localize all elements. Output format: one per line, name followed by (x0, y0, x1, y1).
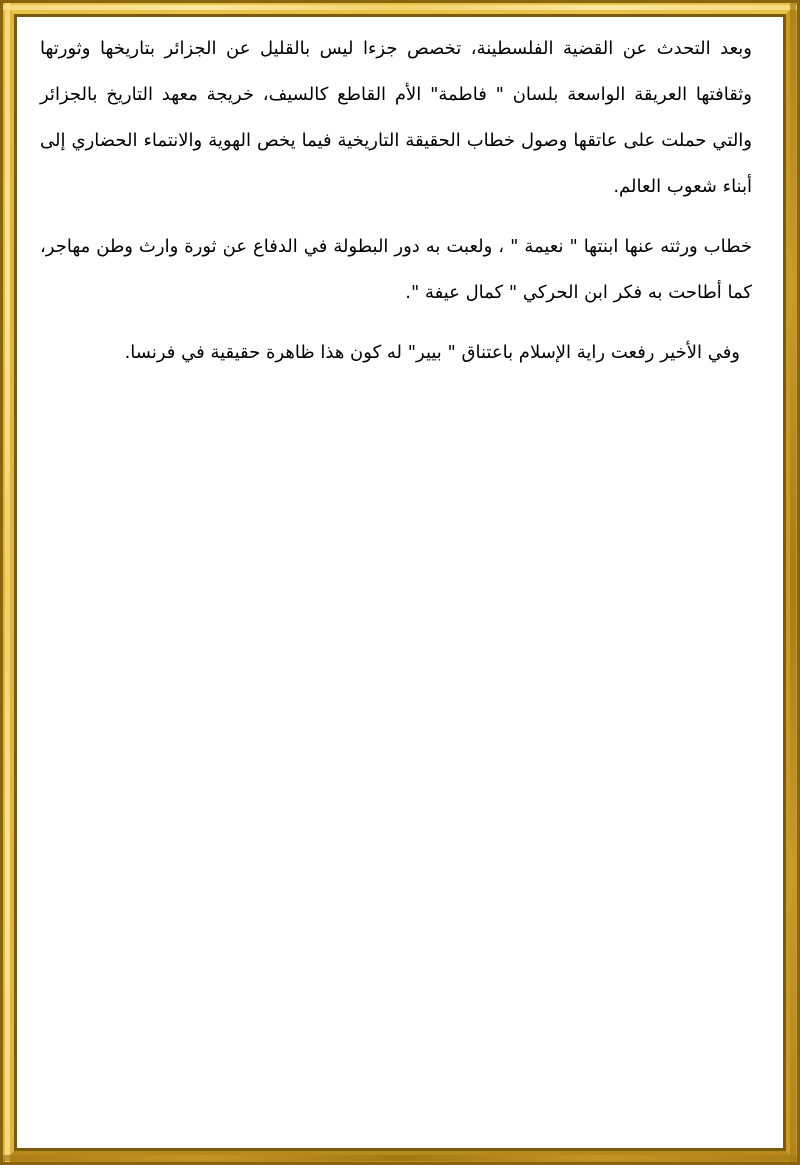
document-body (40, 26, 752, 390)
paragraph-islam-pierre: وفي الأخير رفعت راية الإسلام باعتناق " بيير" له كون هذا ظاهرة حقيقية في فرنسا. (124, 342, 740, 363)
paragraph-naima-heroism: خطاب ورثته عنها ابنتها " نعيمة " ، ولعبت به دور البطولة في الدفاع عن ثورة وارث وطن مهاجر، كما أطاحت به فكر ابن الحركي " كمال عيفة ". (40, 236, 752, 303)
paragraph-algeria-history: وبعد التحدث عن القضية الفلسطينة، تخصص جزءا ليس بالقليل عن الجزائر بتاريخها وثورتها وثقافتها العريقة الواسعة بلسان " فاطمة" الأم القاطع كالسيف، خريجة معهد التاريخ بالجزائر والتي حملت على عاتقها وصول خطاب الحقيقة التاريخية فيما يخص الهوية والانتماء الحضاري إلى أبناء شعوب العالم. (40, 38, 752, 197)
